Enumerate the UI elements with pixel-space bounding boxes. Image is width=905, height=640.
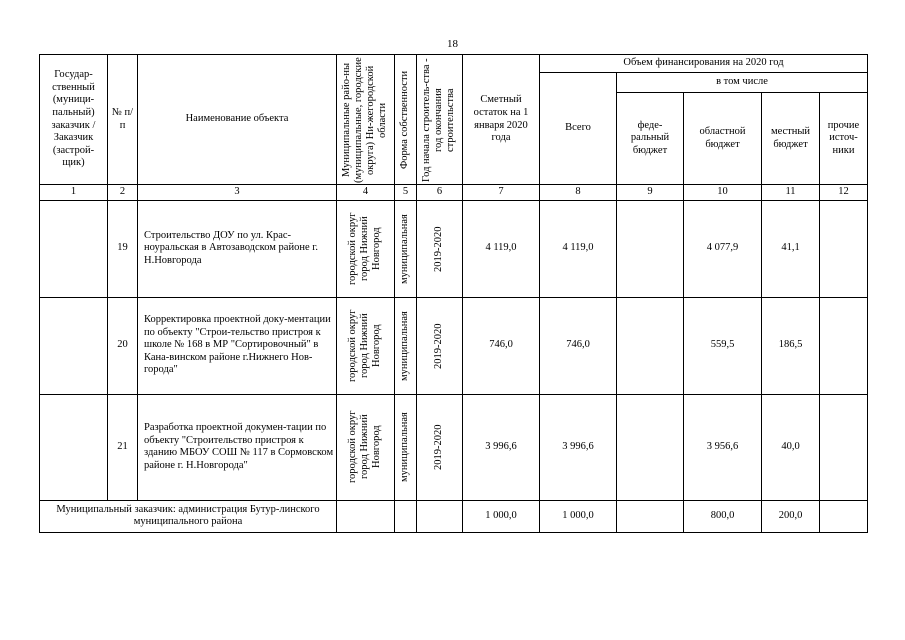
col-number: 11 — [762, 185, 820, 201]
cell-municipality: городской округ город Нижний Новгород — [347, 212, 383, 285]
column-numbers-row — [40, 185, 868, 201]
table-row — [40, 394, 868, 500]
header-object-name: Наименование объекта — [138, 55, 337, 185]
cell-municipality-wrap — [337, 394, 395, 500]
header-local: местный бюджет — [762, 93, 820, 185]
cell-federal — [617, 297, 684, 394]
cell-ownership: муниципальная — [399, 412, 411, 483]
col-number: 1 — [40, 185, 108, 201]
footer-total: 1 000,0 — [540, 500, 617, 532]
col-number: 5 — [395, 185, 417, 201]
cell-federal — [617, 200, 684, 297]
cell-object-name: Разработка проектной докумен-тации по объекту "Строительство пристроя к зданию МБОУ СОШ № 117 в Сормовском районе г. Н.Новгорода" — [138, 394, 337, 500]
cell-estimate: 746,0 — [463, 297, 540, 394]
cell-years: 2019-2020 — [433, 322, 445, 369]
col-number: 3 — [138, 185, 337, 201]
footer-local: 200,0 — [762, 500, 820, 532]
cell-empty — [417, 500, 463, 532]
cell-regional: 559,5 — [684, 297, 762, 394]
cell-total: 746,0 — [540, 297, 617, 394]
cell-local: 40,0 — [762, 394, 820, 500]
cell-object-name: Корректировка проектной доку-ментации по объекту "Строи-тельство пристроя к школе № 168 в МР "Сортировочный" в Кана-винском районе г.Нижнего Нов-города" — [138, 297, 337, 394]
cell-customer — [40, 394, 108, 500]
cell-years-wrap — [417, 394, 463, 500]
table-row — [40, 200, 868, 297]
cell-municipality: городской округ город Нижний Новгород — [347, 309, 383, 382]
cell-object-name: Строительство ДОУ по ул. Крас-ноуральская в Автозаводском районе г. Н.Новгорода — [138, 200, 337, 297]
cell-num: 19 — [108, 200, 138, 297]
header-municipality: Муниципальные райо-ны (муниципальные, городские округа) Ни-жегородской области — [341, 56, 389, 183]
col-number: 8 — [540, 185, 617, 201]
cell-other — [820, 200, 868, 297]
header-years-cell — [417, 55, 463, 185]
cell-ownership-wrap — [395, 200, 417, 297]
cell-num: 20 — [108, 297, 138, 394]
col-number: 7 — [463, 185, 540, 201]
header-years: Год начала строитель-ства - год окончания строительства — [421, 57, 457, 182]
header-other: прочие источ-ники — [820, 93, 868, 185]
cell-municipality-wrap — [337, 297, 395, 394]
cell-total: 3 996,6 — [540, 394, 617, 500]
financing-table — [39, 54, 868, 533]
cell-total: 4 119,0 — [540, 200, 617, 297]
col-number: 6 — [417, 185, 463, 201]
col-number: 10 — [684, 185, 762, 201]
header-num: № п/п — [108, 55, 138, 185]
header-estimate: Сметный остаток на 1 января 2020 года — [463, 55, 540, 185]
table-row — [40, 297, 868, 394]
cell-local: 186,5 — [762, 297, 820, 394]
col-number: 12 — [820, 185, 868, 201]
cell-years-wrap — [417, 200, 463, 297]
cell-ownership: муниципальная — [399, 310, 411, 381]
footer-federal — [617, 500, 684, 532]
cell-years: 2019-2020 — [433, 225, 445, 272]
cell-other — [820, 297, 868, 394]
cell-local: 41,1 — [762, 200, 820, 297]
cell-municipality: городской округ город Нижний Новгород — [347, 410, 383, 484]
footer-row — [40, 500, 868, 532]
cell-num: 21 — [108, 394, 138, 500]
header-customer: Государ-ственный (муници-пальный) заказчик / Заказчик (застрой-щик) — [40, 55, 108, 185]
cell-customer — [40, 200, 108, 297]
cell-other — [820, 394, 868, 500]
cell-empty — [337, 500, 395, 532]
cell-regional: 4 077,9 — [684, 200, 762, 297]
cell-federal — [617, 394, 684, 500]
cell-empty — [395, 500, 417, 532]
cell-municipality-wrap — [337, 200, 395, 297]
header-including: в том числе — [617, 73, 868, 93]
header-federal: феде-ральный бюджет — [617, 93, 684, 185]
header-municipality-cell — [337, 55, 395, 185]
footer-estimate: 1 000,0 — [463, 500, 540, 532]
header-regional: областной бюджет — [684, 93, 762, 185]
cell-regional: 3 956,6 — [684, 394, 762, 500]
footer-regional: 800,0 — [684, 500, 762, 532]
cell-estimate: 4 119,0 — [463, 200, 540, 297]
header-total: Всего — [540, 73, 617, 185]
cell-ownership-wrap — [395, 394, 417, 500]
col-number: 9 — [617, 185, 684, 201]
cell-years-wrap — [417, 297, 463, 394]
cell-ownership-wrap — [395, 297, 417, 394]
cell-estimate: 3 996,6 — [463, 394, 540, 500]
cell-ownership: муниципальная — [399, 213, 411, 284]
footer-label: Муниципальный заказчик: администрация Бутур-линского муниципального района — [40, 500, 337, 532]
col-number: 2 — [108, 185, 138, 201]
footer-other — [820, 500, 868, 532]
cell-years: 2019-2020 — [433, 424, 445, 470]
page-number: 18 — [447, 38, 458, 50]
cell-customer — [40, 297, 108, 394]
header-financing: Объем финансирования на 2020 год — [540, 55, 868, 73]
header-ownership-cell — [395, 55, 417, 185]
col-number: 4 — [337, 185, 395, 201]
header-ownership: Форма собственности — [399, 70, 411, 169]
